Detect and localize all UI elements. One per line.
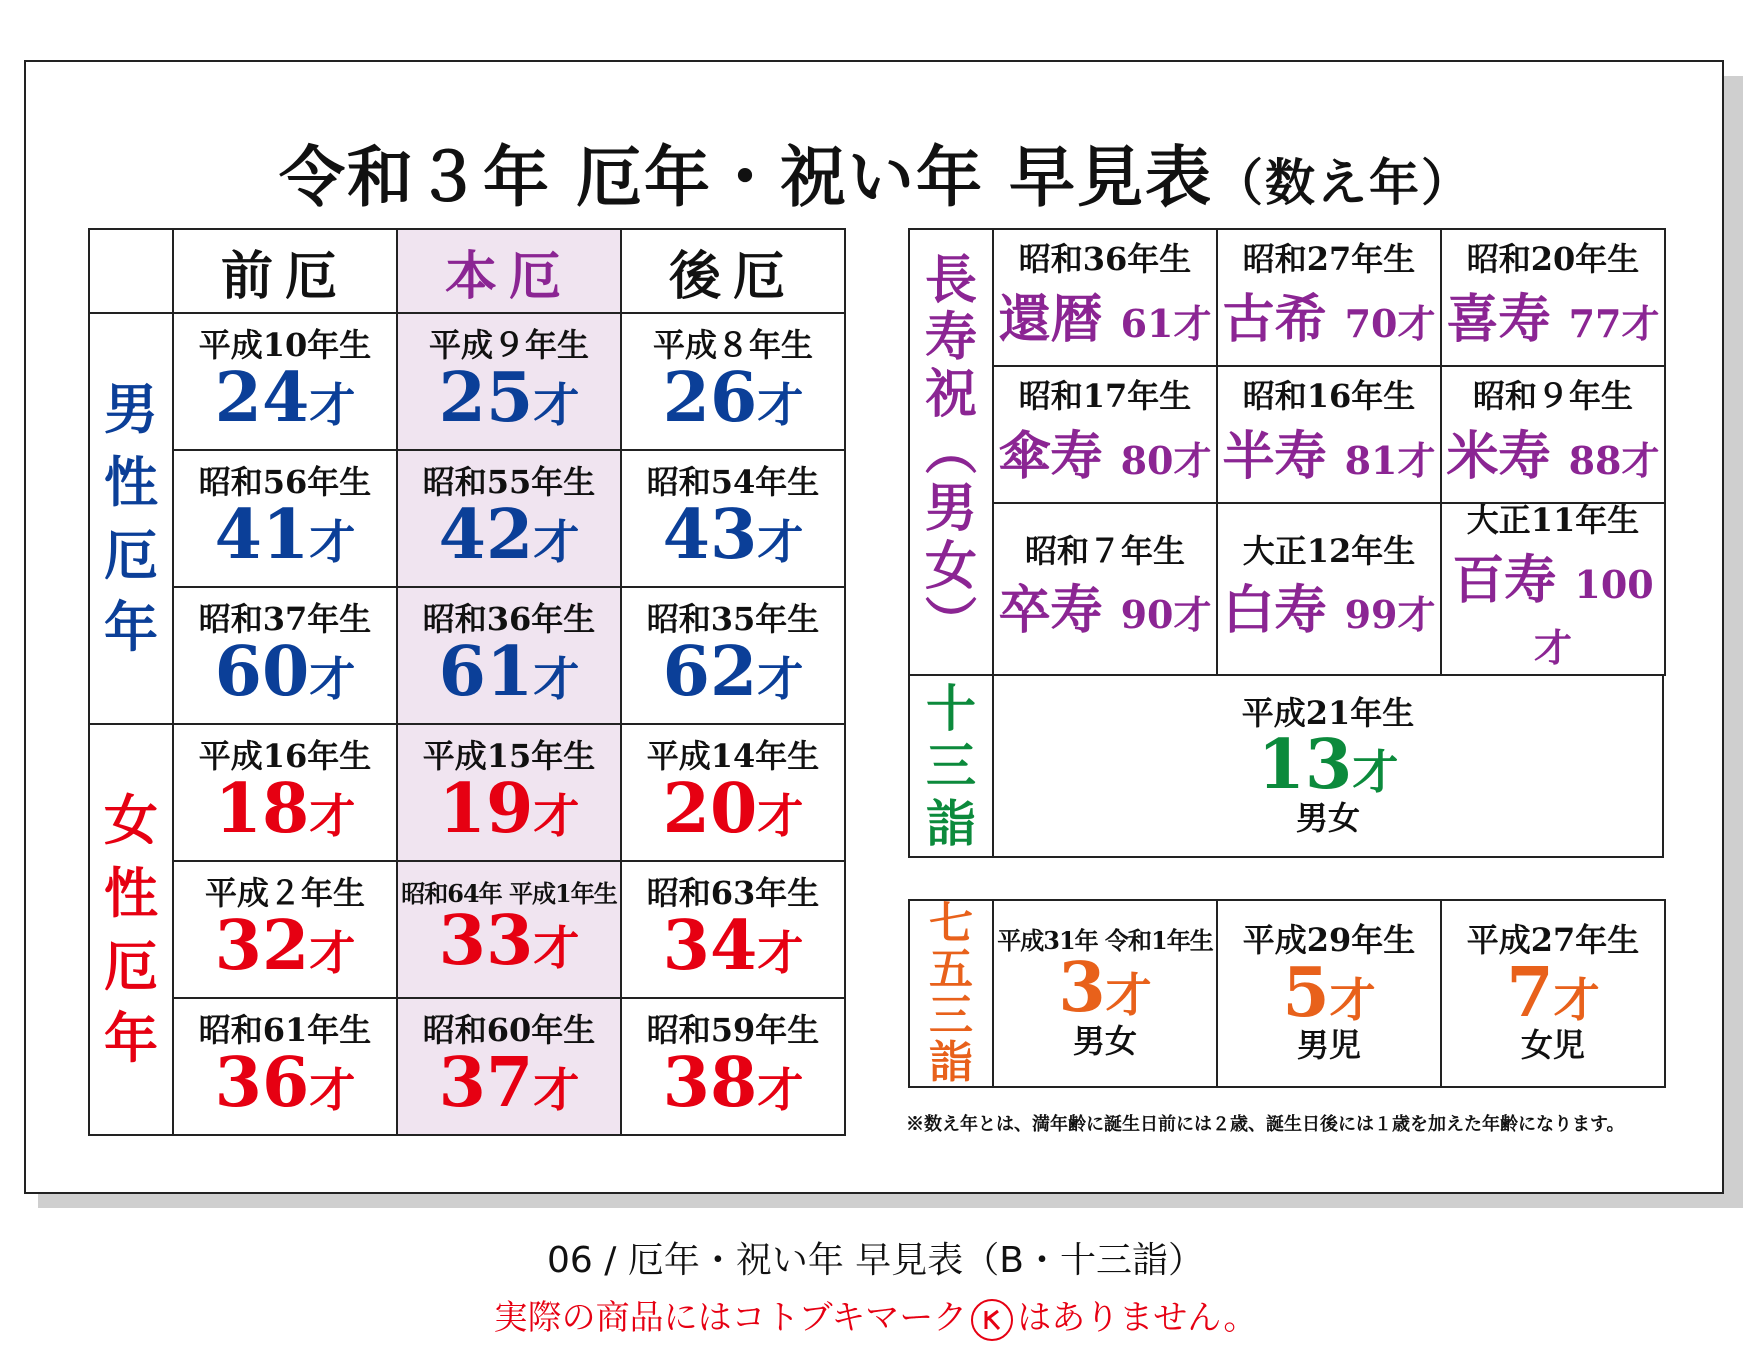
age-value: 42才	[438, 494, 580, 575]
celebration-name: 還暦 61才	[998, 288, 1212, 350]
disclaimer-before: 実際の商品にはコトブキマーク	[493, 1298, 968, 1338]
jusanmairi-table	[908, 674, 1664, 858]
age-value: 13才	[1257, 725, 1399, 806]
table-cell	[1217, 366, 1441, 503]
table-cell	[993, 503, 1217, 675]
born-year: 昭和36年生	[1018, 240, 1192, 279]
born-year: 大正12年生	[1242, 531, 1416, 570]
celebration-name: 百寿 100才	[1452, 549, 1654, 670]
table-cell	[397, 450, 621, 587]
male-row-2	[89, 450, 845, 587]
born-year: 平成２年生	[204, 874, 365, 912]
age-value: 38才	[662, 1042, 804, 1123]
age-value: 5才	[1282, 952, 1376, 1033]
born-year: 昭和56年生	[198, 463, 372, 501]
table-cell	[397, 861, 621, 998]
female-row-2	[89, 861, 845, 998]
corner-cell	[89, 229, 173, 313]
shichigosan-table	[908, 899, 1666, 1088]
celebration-name: 米寿 88才	[1446, 425, 1660, 487]
celebration-name: 白寿 99才	[1222, 580, 1436, 642]
table-cell	[1217, 900, 1441, 1087]
table-cell	[173, 998, 397, 1135]
age-value: 43才	[662, 494, 804, 575]
female-row-3	[89, 998, 845, 1135]
table-cell	[621, 450, 845, 587]
gender-label: 女児	[1520, 1026, 1585, 1065]
table-cell	[621, 313, 845, 450]
age-value: 32才	[214, 905, 356, 986]
choju-label: 長 寿 祝 ︵ 男 女 ︶	[909, 229, 993, 675]
born-year: 平成９年生	[428, 326, 589, 364]
table-cell	[397, 998, 621, 1135]
celebration-name: 卒寿 90才	[998, 580, 1212, 642]
age-value: 34才	[662, 905, 804, 986]
table-cell	[621, 861, 845, 998]
born-year: 昭和35年生	[646, 600, 820, 638]
age-value: 60才	[214, 631, 356, 712]
celebration-name: 半寿 81才	[1222, 425, 1436, 487]
age-value: 24才	[214, 357, 356, 438]
table-cell	[993, 366, 1217, 503]
celebration-name: 喜寿 77才	[1446, 288, 1660, 350]
age-value: 18才	[214, 768, 356, 849]
disclaimer	[0, 1290, 1751, 1341]
table-cell	[173, 861, 397, 998]
born-year: 平成29年生	[1242, 921, 1416, 960]
choju-table	[908, 228, 1666, 676]
table-cell	[1441, 366, 1665, 503]
shichigosan-row	[909, 900, 1665, 1087]
age-value: 41才	[214, 494, 356, 575]
table-cell	[993, 229, 1217, 366]
yakudoshi-table	[88, 228, 846, 1136]
jusanmairi-row	[909, 675, 1663, 857]
chart-board	[24, 60, 1724, 1194]
born-year: 昭和55年生	[422, 463, 596, 501]
born-year: 平成21年生	[1241, 693, 1415, 732]
age-value: 26才	[662, 357, 804, 438]
table-cell	[1441, 229, 1665, 366]
caption: 06 / 厄年・祝い年 早見表（B・十三詣）	[547, 1240, 1204, 1281]
table-cell	[173, 313, 397, 450]
table-cell	[173, 587, 397, 724]
age-value: 25才	[438, 357, 580, 438]
born-year: 大正11年生	[1466, 501, 1640, 539]
shichigosan-label: 七 五 三 詣	[909, 900, 993, 1087]
table-cell	[1441, 503, 1665, 675]
born-year: 平成16年生	[198, 737, 372, 775]
gender-label: 男児	[1296, 1026, 1361, 1065]
table-cell	[993, 900, 1217, 1087]
age-value: 61才	[438, 631, 580, 712]
header-honyaku: 本厄	[397, 229, 621, 313]
gender-label: 男女	[1295, 798, 1360, 837]
table-cell	[397, 587, 621, 724]
table-cell	[621, 587, 845, 724]
table-cell	[621, 724, 845, 861]
born-year: 平成15年生	[422, 737, 596, 775]
born-year: 昭和20年生	[1466, 240, 1640, 279]
disclaimer-after: はありません。	[1017, 1298, 1258, 1338]
header-maeyaku: 前厄	[173, 229, 397, 313]
title-main: 令和３年 厄年・祝い年 早見表	[279, 138, 1213, 216]
table-cell	[173, 450, 397, 587]
age-value: 20才	[662, 768, 804, 849]
born-year: 平成31年 令和1年生	[997, 926, 1213, 956]
born-year: 昭和64年 平成1年生	[401, 879, 617, 909]
age-value: 36才	[214, 1042, 356, 1123]
born-year: 昭和61年生	[198, 1011, 372, 1049]
born-year: 昭和36年生	[422, 600, 596, 638]
table-cell	[621, 998, 845, 1135]
born-year: 昭和９年生	[1472, 377, 1633, 416]
born-year: 昭和７年生	[1024, 531, 1185, 570]
table-cell	[1441, 900, 1665, 1087]
male-row-1	[89, 313, 845, 450]
jusanmairi-label: 十 三 詣	[909, 675, 993, 857]
age-value: 19才	[438, 768, 580, 849]
kotobuki-mark-icon	[971, 1299, 1013, 1341]
celebration-name: 古希 70才	[1222, 288, 1436, 350]
born-year: 平成10年生	[198, 326, 372, 364]
footnote: ※数え年とは、満年齢に誕生日前には２歳、誕生日後には１歳を加えた年齢になります。	[906, 1114, 1625, 1135]
born-year: 昭和16年生	[1242, 377, 1416, 416]
born-year: 昭和60年生	[422, 1011, 596, 1049]
born-year: 昭和37年生	[198, 600, 372, 638]
celebration-name: 傘寿 80才	[998, 425, 1212, 487]
choju-row-3	[909, 503, 1665, 675]
age-value: 3才	[1058, 948, 1152, 1029]
born-year: 昭和54年生	[646, 463, 820, 501]
table-cell	[397, 724, 621, 861]
born-year: 平成14年生	[646, 737, 820, 775]
born-year: 昭和17年生	[1018, 377, 1192, 416]
male-row-3	[89, 587, 845, 724]
table-cell	[993, 675, 1663, 857]
table-cell	[1217, 503, 1441, 675]
born-year: 平成８年生	[652, 326, 813, 364]
female-row-1	[89, 724, 845, 861]
age-value: 62才	[662, 631, 804, 712]
title-sub: （数え年）	[1212, 153, 1473, 212]
header-atoyaku: 後厄	[621, 229, 845, 313]
born-year: 昭和59年生	[646, 1011, 820, 1049]
yakudoshi-header-row	[89, 229, 845, 313]
age-value: 33才	[438, 901, 580, 982]
born-year: 昭和63年生	[646, 874, 820, 912]
choju-row-2	[909, 366, 1665, 503]
gender-label: 男女	[1072, 1021, 1137, 1060]
page-title	[26, 124, 1726, 219]
table-cell	[397, 313, 621, 450]
born-year: 昭和27年生	[1242, 240, 1416, 279]
age-value: 37才	[438, 1042, 580, 1123]
born-year: 平成27年生	[1466, 921, 1640, 960]
female-label: 女 性 厄 年	[89, 724, 173, 1135]
male-label: 男 性 厄 年	[89, 313, 173, 724]
table-cell	[173, 724, 397, 861]
table-cell	[1217, 229, 1441, 366]
choju-row-1	[909, 229, 1665, 366]
age-value: 7才	[1506, 952, 1600, 1033]
